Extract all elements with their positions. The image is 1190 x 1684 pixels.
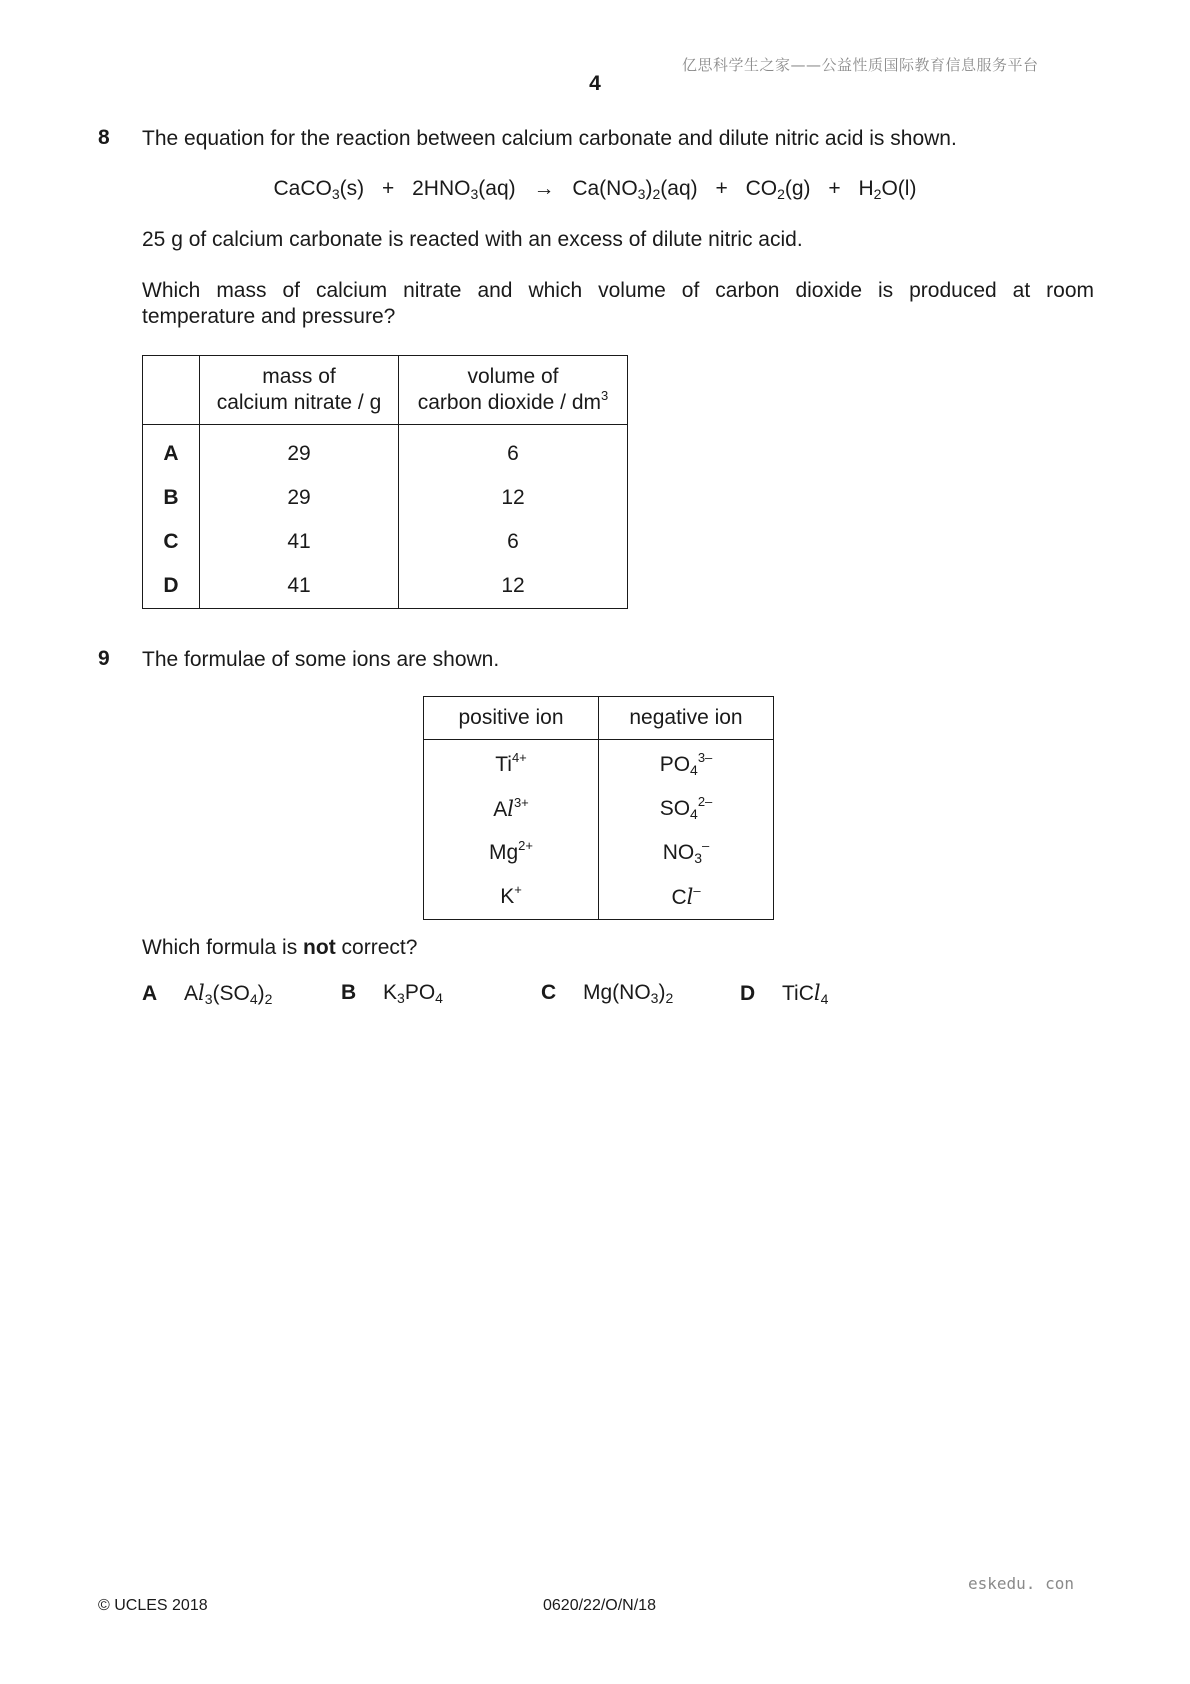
question-8-question-line-1: Which mass of calcium nitrate and which volume of carbon dioxide is produced at room xyxy=(142,279,1094,302)
product-h2o: $H_2O(l)$ xyxy=(858,177,917,202)
page-number: 4 xyxy=(589,72,601,95)
question-9-intro: The formulae of some ions are shown. xyxy=(142,648,500,671)
answer-d[interactable]: D TiCl$_4$ xyxy=(740,981,829,1007)
answer-letter: B xyxy=(341,981,357,1004)
product-ca-no3-2: $Ca(NO_3)_2(aq)$ xyxy=(572,177,698,202)
mass-value: 41 xyxy=(200,564,399,609)
table-row xyxy=(143,476,628,520)
table-row xyxy=(143,520,628,564)
answer-a[interactable]: A $Al_3(SO_4)_2$ xyxy=(142,981,273,1007)
header-mass: mass of calcium nitrate / g xyxy=(200,356,399,425)
volume-value: 6 xyxy=(399,520,628,564)
question-8-number: 8 xyxy=(98,126,110,149)
emphasis-not: not xyxy=(303,936,336,959)
product-co2: $CO_2(g)$ xyxy=(745,177,811,202)
positive-ion: $Ti^{4+}$ xyxy=(424,740,599,788)
answer-c[interactable]: C $Mg(NO_3)_2$ xyxy=(541,981,674,1006)
question-9-number: 9 xyxy=(98,647,110,670)
reactant-hno3: $2HNO_3(aq)$ xyxy=(412,177,516,202)
answer-b[interactable]: B $K_3PO_4$ xyxy=(341,981,443,1006)
mass-value: 29 xyxy=(200,476,399,520)
header-volume: volume of carbon dioxide / $dm^3$ xyxy=(399,356,628,425)
option-letter: C xyxy=(143,520,200,564)
question-8-intro: The equation for the reaction between calcium carbonate and dilute nitric acid is shown. xyxy=(142,127,957,150)
negative-ion: $NO_3^-$ xyxy=(599,831,774,875)
header-negative-ion: negative ion xyxy=(599,697,774,740)
footer-paper-code: 0620/22/O/N/18 xyxy=(543,1597,656,1614)
option-letter: A xyxy=(143,425,200,477)
question-9-question: Which formula is not correct? xyxy=(142,936,418,959)
ion-table xyxy=(423,696,774,920)
header-blank xyxy=(143,356,200,425)
negative-ion: $SO_4^{2-}$ xyxy=(599,787,774,831)
volume-value: 12 xyxy=(399,476,628,520)
plus-sign: + xyxy=(382,177,395,200)
table-row xyxy=(424,740,774,788)
option-letter: B xyxy=(143,476,200,520)
mass-value: 41 xyxy=(200,520,399,564)
negative-ion: $PO_4^{3-}$ xyxy=(599,740,774,788)
positive-ion: $Al^{3+}$ xyxy=(424,787,599,831)
chemical-equation xyxy=(0,177,1190,201)
watermark-bottom: eskedu. con xyxy=(968,1574,1074,1593)
mass-value: 29 xyxy=(200,425,399,477)
positive-ion: K+ xyxy=(424,875,599,920)
table-row xyxy=(143,425,628,477)
watermark-top: 亿思科学生之家——公益性质国际教育信息服务平台 xyxy=(682,56,1039,74)
answer-options xyxy=(142,981,942,1011)
positive-ion: $Mg^{2+}$ xyxy=(424,831,599,875)
footer-copyright: © UCLES 2018 xyxy=(98,1597,208,1614)
answer-letter: A xyxy=(142,982,158,1005)
table-row xyxy=(424,875,774,920)
option-letter: D xyxy=(143,564,200,609)
plus-sign: + xyxy=(828,177,841,200)
negative-ion: Cl– xyxy=(599,875,774,920)
reactant-caco3: CaCO$_3$(s) xyxy=(273,177,365,202)
question-8-question-line-2: temperature and pressure? xyxy=(142,305,396,328)
reaction-arrow: → xyxy=(533,177,555,200)
table-row xyxy=(424,787,774,831)
plus-sign: + xyxy=(715,177,728,200)
answer-letter: C xyxy=(541,981,557,1004)
table-row xyxy=(424,831,774,875)
question-8-statement: 25 g of calcium carbonate is reacted with an excess of dilute nitric acid. xyxy=(142,228,803,251)
question-8-table xyxy=(142,355,628,609)
table-row xyxy=(143,564,628,609)
header-positive-ion: positive ion xyxy=(424,697,599,740)
answer-letter: D xyxy=(740,982,756,1005)
volume-value: 6 xyxy=(399,425,628,477)
volume-value: 12 xyxy=(399,564,628,609)
